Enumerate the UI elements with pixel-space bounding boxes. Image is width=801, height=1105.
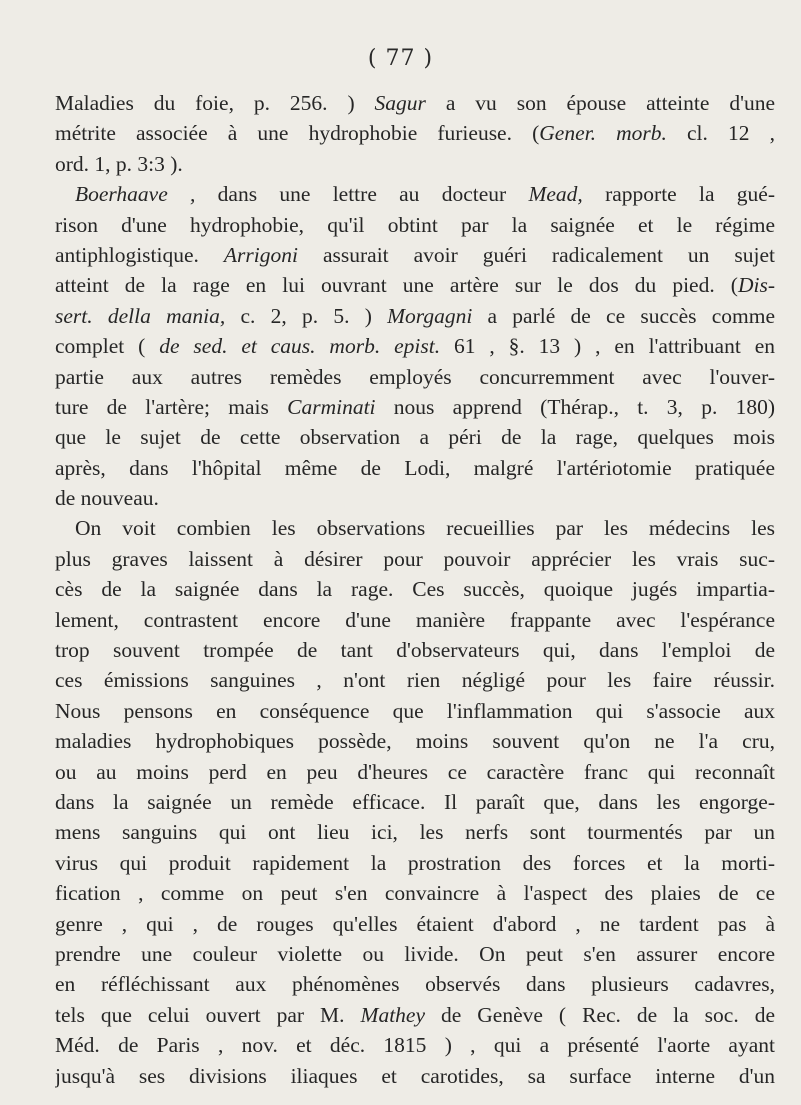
text-line bbox=[55, 909, 775, 939]
text-run: a vu son épouse atteinte d'une bbox=[425, 91, 775, 115]
text-run: cl. 12 , bbox=[666, 121, 775, 146]
italic-text: Carminati bbox=[287, 394, 376, 419]
text-line bbox=[55, 665, 775, 695]
text-run: cès de la saignée dans la rage. Ces succès, quoique jugés impartia- bbox=[55, 577, 775, 602]
text-run: assurait avoir guéri radicalement un sujet bbox=[297, 242, 775, 267]
text-run: dans la saignée un remède efficace. Il paraît que, dans les engorge- bbox=[55, 789, 775, 814]
text-run: ord. 1, p. 3:3 ). bbox=[55, 151, 183, 176]
italic-text: Dis- bbox=[737, 273, 775, 298]
text-line bbox=[55, 270, 775, 300]
text-run: tels que celui ouvert par M. bbox=[55, 1002, 361, 1027]
text-line bbox=[55, 726, 775, 756]
text-line bbox=[55, 1061, 775, 1091]
italic-text: Sagur bbox=[374, 91, 426, 115]
text-line bbox=[55, 422, 775, 452]
text-line bbox=[55, 88, 775, 118]
text-line bbox=[55, 848, 775, 878]
text-run: ces émissions sanguines , n'ont rien négligé pour les faire réussir. bbox=[55, 668, 775, 693]
text-run: On voit combien les observations recueillies par les médecins les bbox=[75, 516, 775, 541]
text-run: partie aux autres remèdes employés concurremment avec l'ouver- bbox=[55, 364, 775, 389]
text-line bbox=[55, 544, 775, 574]
text-run: lement, contrastent encore d'une manière frappante avec l'espérance bbox=[55, 607, 775, 632]
text-run: Méd. de Paris , nov. et déc. 1815 ) , qui a présenté l'aorte ayant bbox=[55, 1033, 775, 1058]
text-line bbox=[55, 635, 775, 665]
text-run: ture de l'artère; mais bbox=[55, 394, 288, 419]
text-run: fication , comme on peut s'en convaincre à l'aspect des plaies de ce bbox=[55, 881, 775, 906]
text-line bbox=[55, 149, 775, 179]
text-line bbox=[55, 331, 775, 361]
text-run: maladies hydrophobiques possède, moins souvent qu'on ne l'a cru, bbox=[55, 729, 775, 754]
text-run: trop souvent trompée de tant d'observateurs qui, dans l'emploi de bbox=[55, 638, 775, 663]
text-run: c. 2, p. 5. ) bbox=[225, 303, 388, 328]
italic-text: Morgagni bbox=[387, 303, 473, 328]
text-line bbox=[55, 362, 775, 392]
text-run: ou au moins perd en peu d'heures ce caractère franc qui reconnaît bbox=[55, 759, 775, 784]
text-line bbox=[55, 787, 775, 817]
italic-text: Gener. morb. bbox=[539, 121, 667, 146]
text-line bbox=[55, 301, 775, 331]
page-number: ( 77 ) bbox=[367, 46, 434, 71]
text-run: atteint de la rage en lui ouvrant une artère sur le dos du pied. ( bbox=[55, 273, 738, 298]
text-run: complet ( bbox=[55, 334, 160, 359]
text-line bbox=[55, 179, 775, 209]
italic-text: sert. della mania, bbox=[55, 303, 226, 328]
text-line bbox=[55, 605, 775, 635]
text-run: rapporte la gué- bbox=[582, 182, 775, 207]
italic-text: de sed. et caus. morb. epist. bbox=[159, 334, 441, 359]
text-run: Nous pensons en conséquence que l'inflammation qui s'associe aux bbox=[55, 698, 775, 723]
italic-text: Arrigoni bbox=[223, 242, 298, 267]
text-line bbox=[55, 118, 775, 148]
text-line bbox=[55, 878, 775, 908]
text-line bbox=[55, 696, 775, 726]
text-line bbox=[55, 817, 775, 847]
italic-text: Mathey bbox=[360, 1002, 425, 1027]
text-line bbox=[55, 453, 775, 483]
text-run: antiphlogistique. bbox=[55, 242, 224, 267]
text-run: plus graves laissent à désirer pour pouvoir apprécier les vrais suc- bbox=[55, 546, 775, 571]
text-run: 61 , §. 13 ) , en l'attribuant en bbox=[440, 334, 775, 359]
text-run: mens sanguins qui ont lieu ici, les nerfs sont tourmentés par un bbox=[55, 820, 775, 845]
italic-text: Boerhaave , bbox=[75, 182, 196, 207]
text-line bbox=[55, 210, 775, 240]
text-run: jusqu'à ses divisions iliaques et carotides, sa surface interne d'un bbox=[55, 1063, 775, 1088]
text-run: dans une lettre au docteur bbox=[195, 182, 529, 207]
text-line bbox=[55, 1000, 775, 1030]
text-run: virus qui produit rapidement la prostration des forces et la morti- bbox=[55, 850, 775, 875]
text-run: genre , qui , de rouges qu'elles étaient d'abord , ne tardent pas à bbox=[55, 911, 775, 936]
text-run: après, dans l'hôpital même de Lodi, malgré l'artériotomie pratiquée bbox=[55, 455, 775, 480]
text-line bbox=[55, 939, 775, 969]
text-line bbox=[55, 392, 775, 422]
text-run: de Genève ( Rec. de la soc. de bbox=[425, 1002, 775, 1027]
text-line bbox=[55, 757, 775, 787]
text-line bbox=[55, 574, 775, 604]
text-line bbox=[55, 240, 775, 270]
italic-text: Mead, bbox=[528, 182, 583, 207]
text-line bbox=[55, 969, 775, 999]
body-text bbox=[55, 88, 775, 1091]
text-run: a parlé de ce succès comme bbox=[472, 303, 775, 328]
text-run: de nouveau. bbox=[55, 486, 159, 511]
text-line bbox=[55, 483, 775, 513]
text-run: prendre une couleur violette ou livide. On peut s'en assurer encore bbox=[55, 941, 775, 966]
text-line bbox=[55, 1030, 775, 1060]
text-run: métrite associée à une hydrophobie furieuse. ( bbox=[55, 121, 540, 146]
text-run: nous apprend (Thérap., t. 3, p. 180) bbox=[375, 394, 775, 419]
text-line bbox=[55, 513, 775, 543]
text-run: Maladies du foie, p. 256. ) bbox=[55, 91, 375, 115]
text-run: en réfléchissant aux phénomènes observés dans plusieurs cadavres, bbox=[55, 972, 775, 997]
text-run: rison d'une hydrophobie, qu'il obtint par la saignée et le régime bbox=[55, 212, 775, 237]
text-run: que le sujet de cette observation a péri de la rage, quelques mois bbox=[55, 425, 775, 450]
